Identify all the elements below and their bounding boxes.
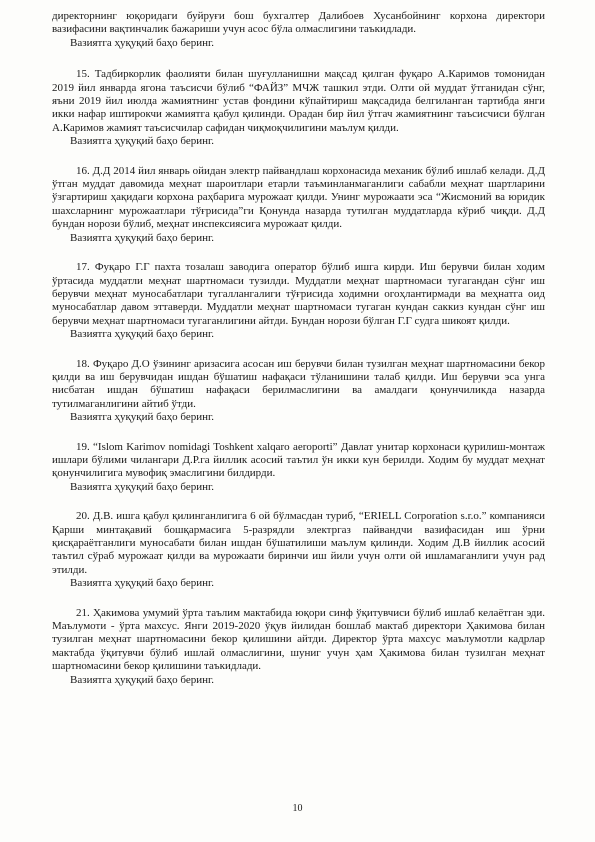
case-text: 19. “Islom Karimov nomidagi Toshkent xalqaro aeroporti” Давлат унитар корхонаси қурилиш-монтаж ишлари бўлими чилангари Д.Р.га йиллик асосий таътил ўн икки кун берилди. Ходим бу муддат меҳнат қонунчилигига мувофиқ эмаслигини билдирди. (52, 440, 545, 480)
case-prompt: Вазиятга ҳуқуқий баҳо беринг. (70, 411, 215, 424)
case-16 (52, 165, 545, 245)
intro-block (52, 10, 545, 50)
case-prompt: Вазиятга ҳуқуқий баҳо беринг. (70, 135, 215, 148)
case-15 (52, 68, 545, 148)
case-text: 20. Д.В. ишга қабул қилинганлигига 6 ой бўлмасдан туриб, “ERIELL Corporation s.r.o.” компанияси Қарши минтақавий бошқармасига 5-разрядли электргаз пайвандчи вазифасидан иш ўрни қисқараётганлиги муносабати билан ишдан бўшатилиши маълум қилинди. Ходим Д.В йиллик асосий таътил сўраб мурожаат қилди ва мурожаати биринчи иш йили учун олти ой ишламаганлиги учун рад этилди. (52, 510, 545, 576)
case-20 (52, 510, 545, 590)
case-text: 17. Фуқаро Г.Г пахта тозалаш заводига оператор бўлиб ишга кирди. Иш берувчи билан ходим ўртасида муддатли меҳнат шартномаси тузилди. Муддатли меҳнат шартномаси тугагандан сўнг иш берувчи меҳнат муносабатлари тугаллангалиги тўғрисида ходимни огоҳлантирмади ва меҳнатга оид муносабатлар давом эттаверди. Муддатли меҳнат шартномаси тугаган кундан саккиз кундан сўнг иш берувчи меҳнат шартномаси тугаганлигини айтди. Бундан норози бўлган Г.Г судга шикоят қилди. (52, 261, 545, 327)
case-prompt: Вазиятга ҳуқуқий баҳо беринг. (70, 328, 215, 341)
case-19 (52, 441, 545, 495)
case-prompt: Вазиятга ҳуқуқий баҳо беринг. (70, 480, 215, 493)
case-text: 16. Д.Д 2014 йил январь ойидан электр пайвандлаш корхонасида механик бўлиб ишлаб келади. Д.Д ўтган муддат давомида меҳнат шароитлари етарли таъминланмаганлиги сабабли меҳнат шартларини ўзгартириш ҳақидаги корхона раҳбарига мурожаат қилди. Унинг мурожаати эса “Жисмоний ва юридик шахсларнинг мурожаатлари тўғрисида”ги Қонунда назарда тутилган муддатларда кўриб чиқди. Д.Д бундан норози бўлиб, меҳнат инспексиясига мурожаат қилди. (52, 164, 545, 231)
case-prompt: Вазиятга ҳуқуқий баҳо беринг. (70, 577, 215, 590)
case-text: 15. Тадбиркорлик фаолияти билан шуғулланишни мақсад қилган фуқаро А.Каримов томонидан 2019 йил январда ягона таъсисчи бўлиб “ФАЙЗ” МЧЖ ташкил этди. Олти ой муддат ўтганидан сўнг, яъни 2019 йил июлда жамиятнинг устав фондини кўпайтириш мақсадида белгиланган тартибда янги икки нафар иштирокчи жамиятга қабул қилинди. Орадан бир йил ўтгач жамиятнинг таъсисчиси бўлган А.Каримов жамият таъсисчилар сафидан чиқмоқчилигини маълум қилди. (52, 68, 545, 134)
case-17 (52, 261, 545, 341)
case-18 (52, 358, 545, 425)
case-prompt: Вазиятга ҳуқуқий баҳо беринг. (70, 673, 215, 686)
intro-prompt: Вазиятга ҳуқуқий баҳо беринг. (70, 36, 215, 49)
case-prompt: Вазиятга ҳуқуқий баҳо беринг. (70, 231, 215, 244)
case-text: 18. Фуқаро Д.О ўзининг аризасига асосан иш берувчи билан тузилган меҳнат шартномасини бекор қилди ва иш берувчидан ишдан бўшатиш нафақаси тўланишини талаб қилди. Иш берувчи эса унга нисбатан ишдан бўшатиш нафақаси берилмаслигини ва амалдаги қонунчиликда назарда тутилмаганлигини айтиб ўтди. (52, 357, 545, 410)
case-text: 21. Ҳакимова умумий ўрта таълим мактабида юқори синф ўқитувчиси бўлиб ишлаб келаётган эди. Маълумоти - ўрта махсус. Янги 2019-2020 ўқув йилидан бошлаб мактаб директори Ҳакимова билан тузилган меҳнат шартномасини бекор қилишини айтди. Директор ўрта махсус маълумотли кадрлар мактабда ўқитувчи бўлиб ишлай олмаслигини, шуниг учун ҳам Ҳакимова билан тузилган меҳнат шартномасини бекор қилишини таъкидлади. (52, 606, 545, 673)
case-21 (52, 607, 545, 687)
intro-text: директорнинг юқоридаги буйруғи бош бухгалтер Далибоев Хусанбойнинг корхона директори вазифасини вақтинчалик бажариши учун асос бўла олмаслигини таъкидлади. (52, 10, 545, 36)
page-number: 10 (292, 803, 303, 814)
